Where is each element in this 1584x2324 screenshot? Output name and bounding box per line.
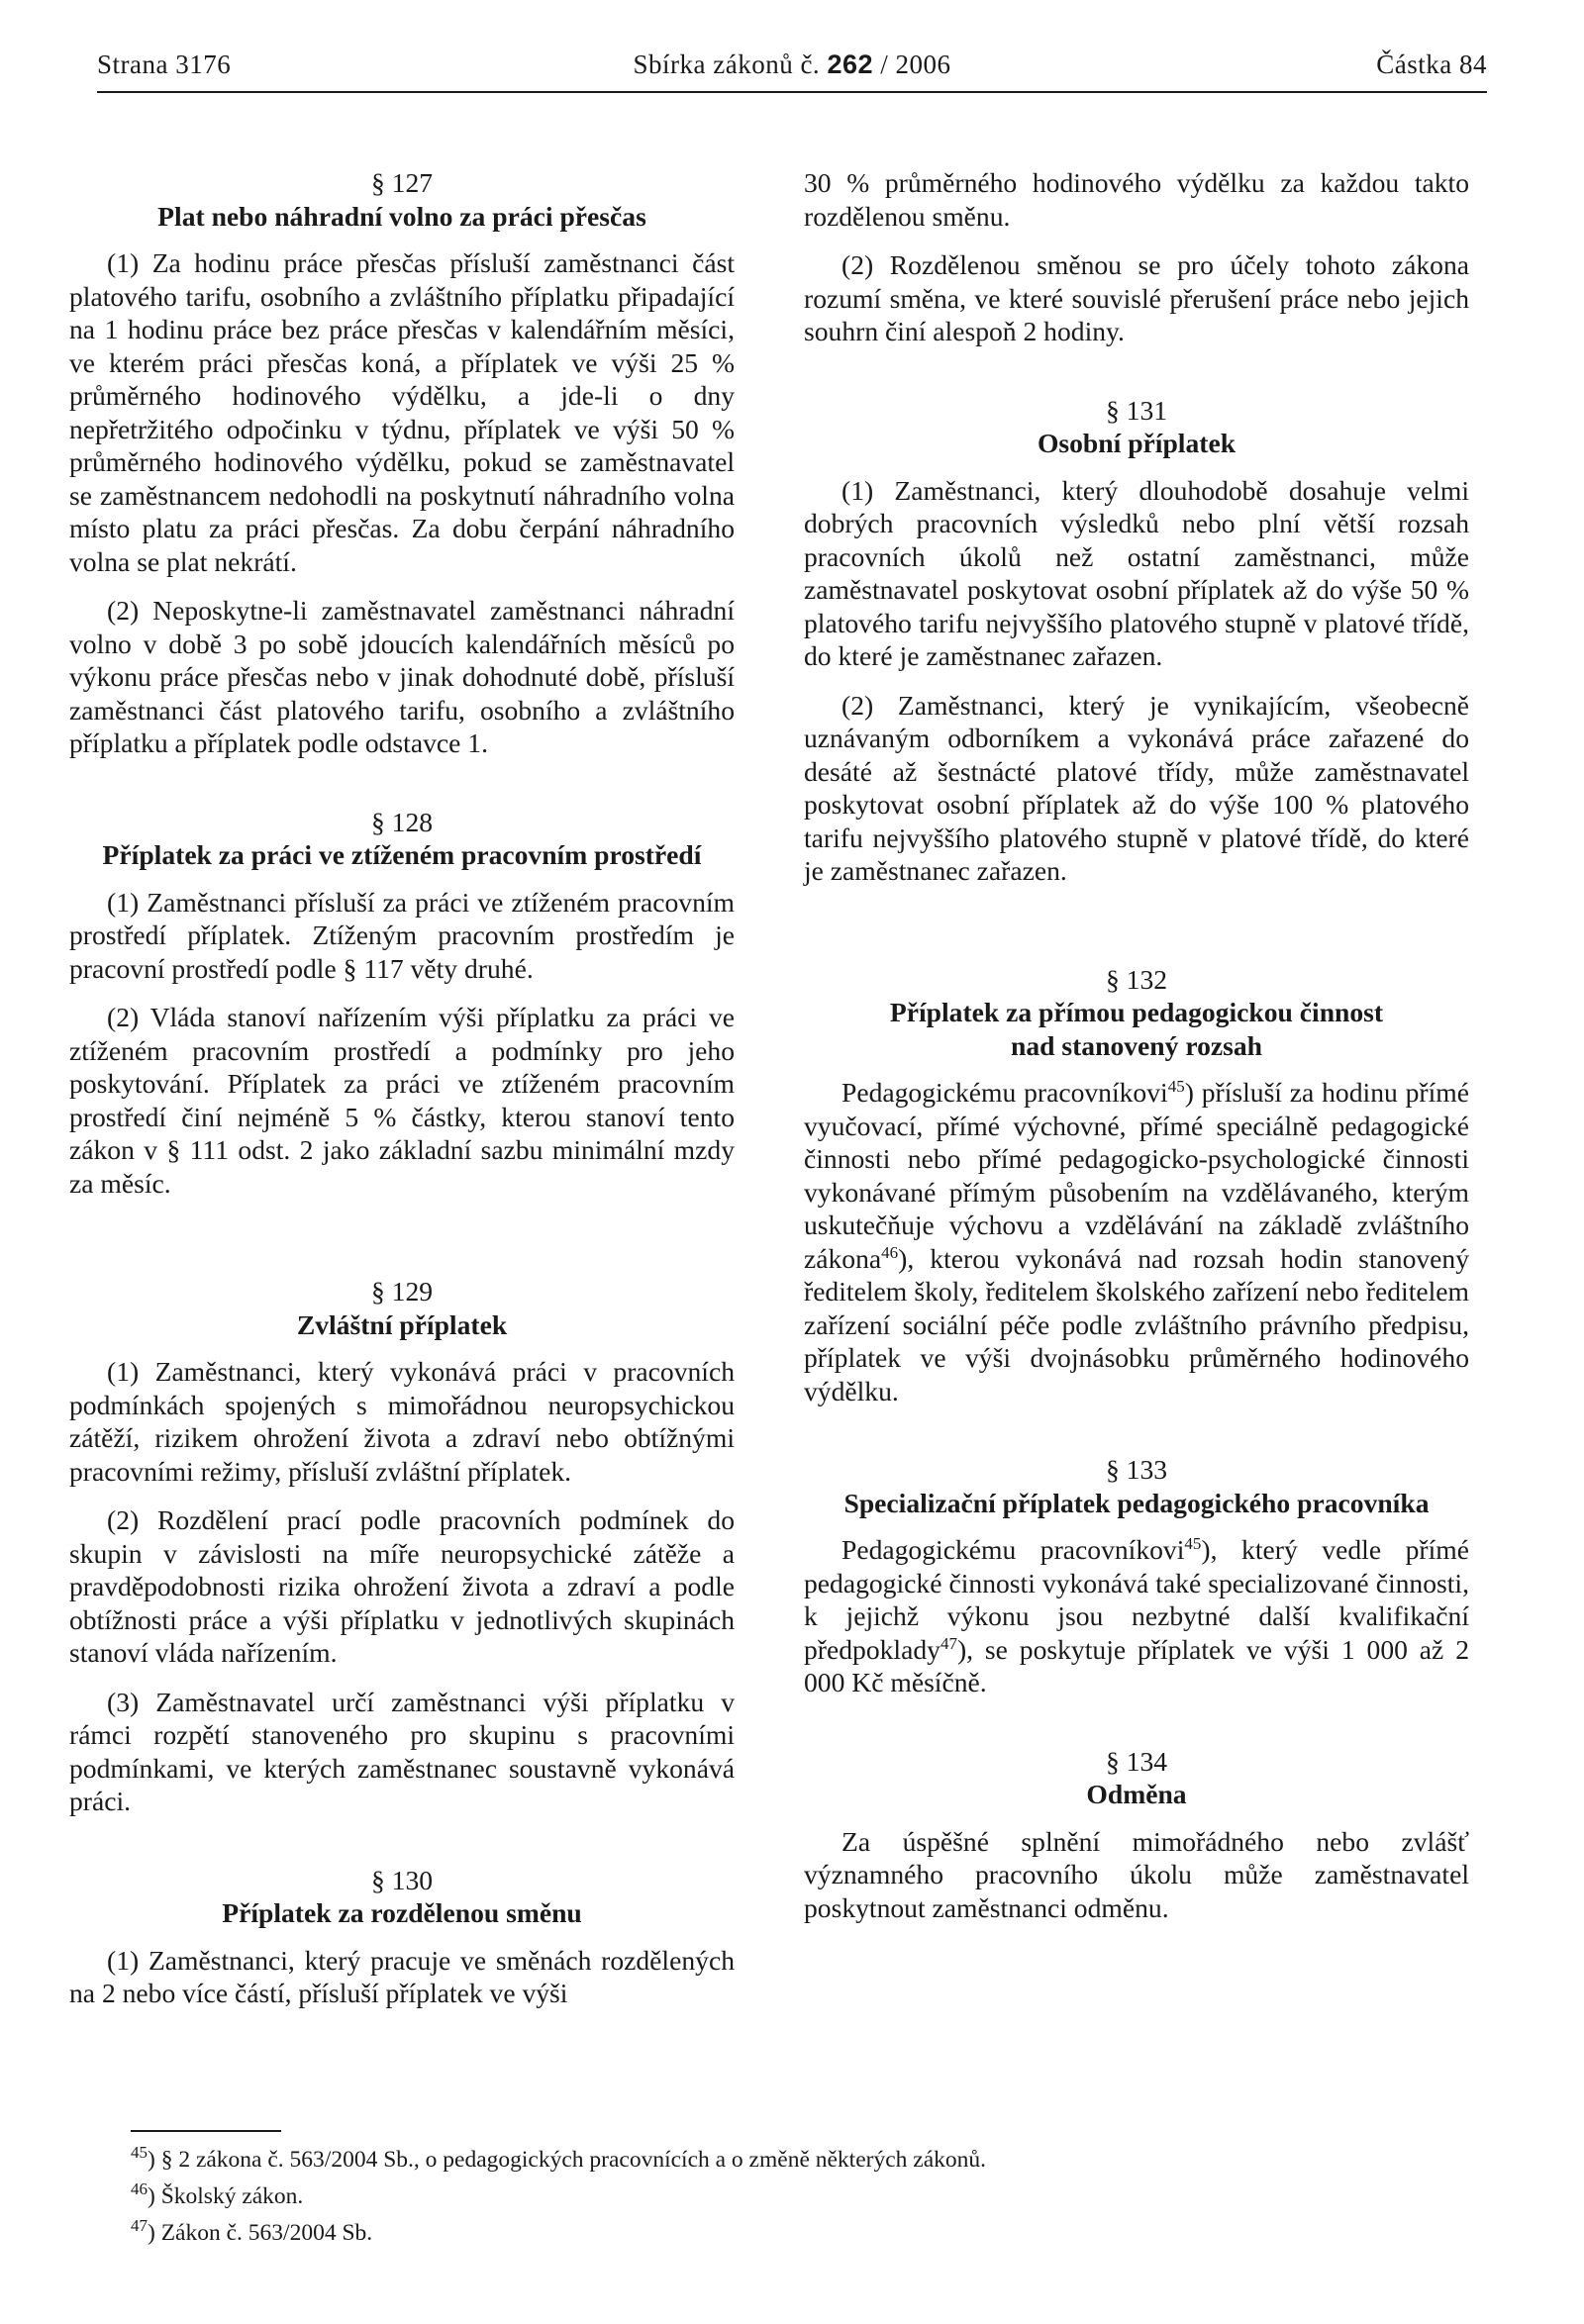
footnote-46: [131, 2179, 1418, 2215]
paragraph-134-1: Za úspěšné splnění mimořádného nebo zvlášť významného pracovního úkolu může zaměstnavatel poskytnout zaměstnanci odměnu.: [804, 1825, 1469, 1923]
footnotes: [131, 2142, 1418, 2252]
section-title-132: [804, 996, 1469, 1062]
footnote-text: ) Zákon č. 563/2004 Sb.: [148, 2220, 373, 2246]
paragraph-132-text-c: ), kterou vykonává nad rozsah hodin stanovený ředitelem školy, ředitelem školského zařízení nebo ředitelem zařízení sociální péče podle zvláštního právního předpisu, příplatek ve výši dvojnásobku průměrného hodinového výdělku.: [804, 1242, 1469, 1406]
section-title-127: Plat nebo náhradní volno za práci přesčas: [157, 200, 646, 232]
footnote-ref-45[interactable]: 45: [1184, 1533, 1202, 1553]
page-header: [97, 48, 1487, 93]
paragraph-128-2: (2) Vláda stanoví nařízením výši příplatku za práci ve ztíženém pracovním prostředí a podmínky pro jeho poskytování. Příplatek za práci ve ztíženém pracovním prostředí činí nejméně 5 % částky, kterou stanoví tento zákon v § 111 odst. 2 jako základní sazbu minimální mzdy za měsíc.: [69, 1002, 735, 1199]
footnote-text: ) Školský zákon.: [148, 2183, 304, 2209]
paragraph-133-1: [804, 1533, 1469, 1699]
paragraph-133-text-c: ), se poskytuje příplatek ve výši 1 000 až 2 000 Kč měsíčně.: [804, 1633, 1469, 1697]
section-number-131: § 131: [1105, 394, 1168, 426]
footnote-ref-46[interactable]: 46: [881, 1242, 899, 1262]
paragraph-131-2: (2) Zaměstnanci, který je vynikajícím, všeobecně uznávaným odborníkem a vykonává práce zařazené do desáté až šestnácté platové třídy, může zaměstnavatel poskytovat osobní příplatek až do výše 100 % platového tarifu nejvyššího platového stupně v platové třídě, do které je zaměstnanec zařazen.: [804, 689, 1469, 886]
section-number-127: § 127: [370, 167, 434, 198]
section-number-129: § 129: [370, 1276, 434, 1307]
paragraph-132-1: [804, 1076, 1469, 1407]
footnote-mark: 47: [131, 2216, 148, 2236]
paragraph-128-1: (1) Zaměstnanci přísluší za práci ve ztíženém pracovním prostředí příplatek. Ztíženým pracovním prostředím je pracovní prostředí podle § 117 věty druhé.: [69, 886, 735, 984]
section-title-129: Zvláštní příplatek: [296, 1308, 508, 1340]
paragraph-130-1: (1) Zaměstnanci, který pracuje ve směnách rozdělených na 2 nebo více částí, přísluší příplatek ve výši: [69, 1944, 735, 2008]
section-title-128: Příplatek za práci ve ztíženém pracovním prostředí: [102, 839, 702, 870]
collection-year: / 2006: [880, 49, 951, 79]
section-number-132: § 132: [1105, 963, 1168, 995]
law-number: 262: [827, 49, 873, 79]
footnote-ref-47[interactable]: 47: [940, 1633, 957, 1653]
paragraph-132-text-b: ) přísluší za hodinu přímé vyučovací, přímé výchovné, přímé speciálně pedagogické činnosti nebo přímé pedagogicko-psychologické činnosti vykonávané přímým působením na vzdělávaného, kterým uskutečňuje výchovu a vzdělávání na základě zvláštního zákona: [804, 1077, 1469, 1274]
paragraph-127-2: (2) Neposkytne-li zaměstnavatel zaměstnanci náhradní volno v době 3 po sobě jdoucích kalendářních měsíců po výkonu práce přesčas nebo v jinak dohodnuté době, přísluší zaměstnanci část platového tarifu, osobního a zvláštního příplatku a příplatek podle odstavce 1.: [69, 595, 735, 758]
right-column: [804, 166, 1469, 1940]
section-number-134: § 134: [1105, 1745, 1168, 1777]
footnote-text: ) § 2 zákona č. 563/2004 Sb., o pedagogických pracovnících a o změně některých zákonů.: [148, 2147, 987, 2173]
section-title-130: Příplatek za rozdělenou směnu: [222, 1897, 582, 1928]
part-number: Částka 84: [1376, 49, 1487, 79]
section-title-133: Specializační příplatek pedagogického pracovníka: [843, 1487, 1430, 1518]
section-title-134: Odměna: [1086, 1779, 1187, 1809]
section-number-128: § 128: [370, 806, 434, 837]
left-column: [69, 166, 735, 2026]
paragraph-133-text-a: Pedagogickému pracovníkovi: [842, 1534, 1185, 1565]
paragraph-127-1: (1) Za hodinu práce přesčas přísluší zaměstnanci část platového tarifu, osobního a zvláštního příplatku připadající na 1 hodinu práce bez práce přesčas v kalendářním měsíci, ve kterém práci přesčas koná, a příplatek ve výši 25 % průměrného hodinového výdělku, a jde-li o dny nepřetržitého odpočinku v týdnu, příplatek ve výši 50 % průměrného hodinového výdělku, pokud se zaměstnavatel se zaměstnancem nedohodli na poskytnutí náhradního volna místo platu za práci přesčas. Za dobu čerpání náhradního volna se plat nekrátí.: [69, 247, 735, 577]
footnote-divider: [131, 2130, 281, 2132]
section-title-132-line1: Příplatek za přímou pedagogickou činnost: [889, 997, 1384, 1027]
paragraph-129-1: (1) Zaměstnanci, který vykonává práci v pracovních podmínkách spojených s mimořádnou neuropsychickou zátěží, rizikem ohrožení života a zdraví nebo obtížnými pracovními režimy, přísluší zvláštní příplatek.: [69, 1356, 735, 1487]
section-title-131: Osobní příplatek: [1037, 428, 1237, 458]
paragraph-130-1-continued: 30 % průměrného hodinového výdělku za každou takto rozdělenou směnu.: [804, 167, 1469, 232]
footnote-47: [131, 2215, 1418, 2252]
collection-prefix: Sbírka zákonů č.: [633, 49, 821, 79]
section-number-130: § 130: [370, 1864, 434, 1895]
paragraph-130-2: (2) Rozdělenou směnou se pro účely tohoto zákona rozumí směna, ve které souvislé přerušení práce nebo jejich souhrn činí alespoň 2 hodiny.: [804, 249, 1469, 346]
paragraph-129-3: (3) Zaměstnavatel určí zaměstnanci výši příplatku v rámci rozpětí stanoveného pro skupinu s pracovními podmínkami, ve kterých zaměstnanec soustavně vykonává práci.: [69, 1686, 735, 1816]
collection-title: [97, 49, 1487, 80]
paragraph-132-text-a: Pedagogickému pracovníkovi: [842, 1077, 1168, 1108]
paragraph-131-1: (1) Zaměstnanci, který dlouhodobě dosahuje velmi dobrých pracovních výsledků nebo plní větší rozsah pracovních úkolů než ostatní zaměstnanci, může zaměstnavatel poskytovat osobní příplatek až do výše 50 % platového tarifu nejvyššího platového stupně v platové třídě, do které je zaměstnanec zařazen.: [804, 474, 1469, 671]
footnote-ref-45[interactable]: 45: [1167, 1076, 1185, 1096]
page-number: Strana 3176: [97, 49, 232, 79]
footnote-mark: 46: [131, 2179, 148, 2199]
footnote-45: [131, 2142, 1418, 2179]
paragraph-129-2: (2) Rozdělení prací podle pracovních podmínek do skupin v závislosti na míře neuropsychické zátěže a pravděpodobnosti rizika ohrožení života a zdraví a podle obtížnosti práce a výši příplatku v jednotlivých skupinách stanoví vláda nařízením.: [69, 1504, 735, 1668]
section-number-133: § 133: [1105, 1454, 1168, 1485]
footnote-mark: 45: [131, 2143, 148, 2163]
section-title-132-line2: nad stanovený rozsah: [1010, 1029, 1263, 1061]
paragraph-133-text-b: ), který vedle přímé pedagogické činnosti vykonává také specializované činnosti, k jejichž výkonu jsou nezbytné další kvalifikační předpoklady: [804, 1534, 1469, 1665]
